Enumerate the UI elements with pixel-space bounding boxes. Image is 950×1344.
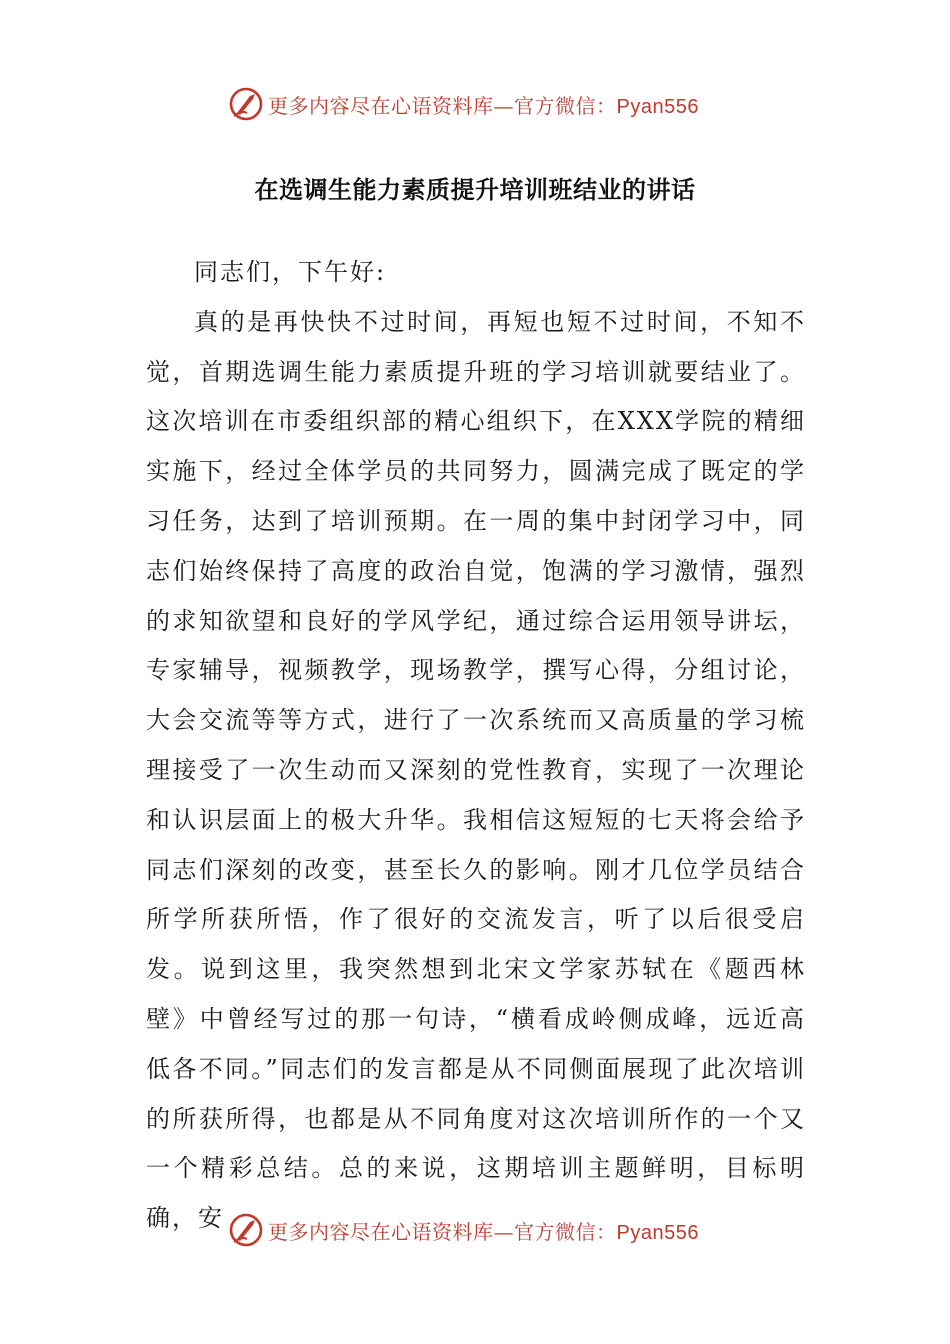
quill-pen-logo-icon	[228, 86, 264, 122]
banner-text	[268, 90, 699, 119]
banner-wechat-label: 官方微信：	[514, 93, 617, 118]
banner-slogan: 更多内容尽在心语资料库	[268, 93, 494, 118]
banner-dash: —	[493, 1219, 514, 1244]
banner-slogan: 更多内容尽在心语资料库	[268, 1219, 494, 1244]
banner-wechat-label: 官方微信：	[514, 1219, 617, 1244]
banner-dash: —	[493, 93, 514, 118]
banner-wechat-id: Pyan556	[616, 1221, 699, 1244]
document-title: 在选调生能力素质提升培训班结业的讲话	[254, 176, 696, 204]
greeting-paragraph: 同志们，下午好:	[194, 258, 387, 286]
banner-text	[268, 1216, 699, 1245]
banner-wechat-id: Pyan556	[616, 95, 699, 118]
footer-banner	[228, 1210, 699, 1250]
document-body	[146, 248, 806, 1244]
quill-pen-logo-icon	[228, 1212, 264, 1248]
body-paragraph: 真的是再快快不过时间，再短也短不过时间，不知不觉，首期选调生能力素质提升班的学习培训就要结业了。这次培训在市委组织部的精心组织下，在XXX学院的精细实施下，经过全体学员的共同努力，圆满完成了既定的学习任务，达到了培训预期。在一周的集中封闭学习中，同志们始终保持了高度的政治自觉，饱满的学习激情，强烈的求知欲望和良好的学风学纪，通过综合运用领导讲坛，专家辅导，视频教学，现场教学，撰写心得，分组讨论，大会交流等等方式，进行了一次系统而又高质量的学习梳理接受了一次生动而又深刻的党性教育，实现了一次理论和认识层面上的极大升华。我相信这短短的七天将会给予同志们深刻的改变，甚至长久的影响。刚才几位学员结合所学所获所悟，作了很好的交流发言，听了以后很受启发。说到这里，我突然想到北宋文学家苏轼在《题西林壁》中曾经写过的那一句诗，“横看成岭侧成峰，远近高低各不同。”同志们的发言都是从不同侧面展现了此次培训的所获所得，也都是从不同角度对这次培训所作的一个又一个精彩总结。总的来说，这期培训主题鲜明，目标明确，安	[146, 307, 806, 1233]
header-banner	[228, 84, 699, 124]
